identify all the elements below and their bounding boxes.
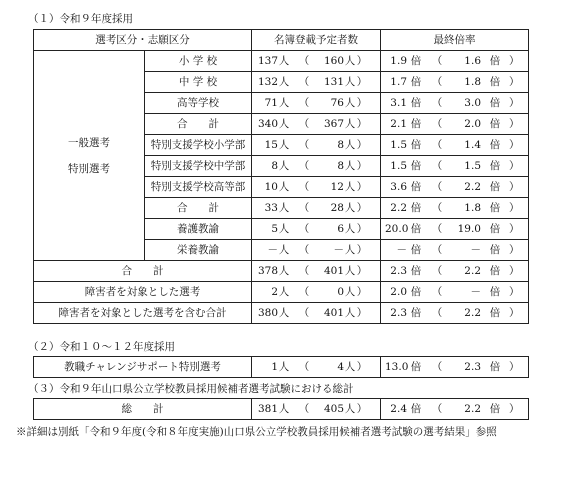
ratio-value: 13.0 bbox=[385, 361, 409, 373]
open-paren: （ bbox=[431, 76, 443, 88]
ratio-value: 1.9 bbox=[390, 55, 407, 67]
ratio-value: 1.7 bbox=[390, 76, 407, 88]
prev-ratio-value: － bbox=[470, 286, 481, 298]
ratio-unit: 倍 bbox=[410, 76, 422, 88]
prev-ratio-unit: 倍 bbox=[489, 118, 501, 130]
table-1-header-row bbox=[34, 30, 529, 51]
planned-unit: 人 bbox=[278, 160, 290, 172]
ratio-cell bbox=[381, 93, 529, 114]
prev-ratio-value: － bbox=[470, 244, 481, 256]
prev-ratio-unit: 倍 bbox=[489, 76, 501, 88]
open-paren: （ bbox=[431, 361, 443, 373]
open-paren: （ bbox=[298, 307, 310, 319]
planned-value: 380 bbox=[257, 307, 278, 319]
ratio-value: 3.1 bbox=[390, 97, 407, 109]
prev-planned-value: 131 bbox=[323, 76, 344, 88]
ratio-value: 1.5 bbox=[390, 139, 407, 151]
subcategory-label: 特別支援学校小学部 bbox=[145, 135, 252, 156]
planned-cell bbox=[252, 177, 381, 198]
prev-planned-value: 28 bbox=[330, 202, 344, 214]
planned-unit: 人 bbox=[278, 244, 290, 256]
prev-planned-unit: 人 bbox=[344, 403, 356, 415]
planned-unit: 人 bbox=[278, 139, 290, 151]
close-paren: ） bbox=[356, 307, 368, 319]
prev-planned-value: 76 bbox=[330, 97, 344, 109]
table-row bbox=[34, 261, 529, 282]
header-category: 選考区分・志願区分 bbox=[34, 30, 252, 51]
close-paren: ） bbox=[509, 403, 520, 415]
close-paren: ） bbox=[509, 244, 520, 256]
planned-cell bbox=[252, 219, 381, 240]
ratio-cell bbox=[381, 282, 529, 303]
table-row bbox=[34, 303, 529, 324]
prev-ratio-value: 2.2 bbox=[464, 307, 481, 319]
open-paren: （ bbox=[298, 202, 310, 214]
prev-planned-unit: 人 bbox=[344, 202, 356, 214]
open-paren: （ bbox=[298, 118, 310, 130]
prev-planned-value: － bbox=[333, 244, 344, 256]
planned-cell bbox=[252, 135, 381, 156]
close-paren: ） bbox=[509, 55, 520, 67]
ratio-unit: 倍 bbox=[410, 244, 422, 256]
prev-planned-unit: 人 bbox=[344, 55, 356, 67]
prev-planned-unit: 人 bbox=[344, 286, 356, 298]
prev-planned-unit: 人 bbox=[344, 160, 356, 172]
subcategory-label: 特別支援学校高等部 bbox=[145, 177, 252, 198]
planned-cell bbox=[252, 51, 381, 72]
ratio-cell bbox=[381, 357, 529, 378]
ratio-unit: 倍 bbox=[410, 202, 422, 214]
prev-planned-unit: 人 bbox=[344, 76, 356, 88]
close-paren: ） bbox=[509, 286, 520, 298]
open-paren: （ bbox=[298, 76, 310, 88]
planned-value: 340 bbox=[257, 118, 278, 130]
planned-cell bbox=[252, 114, 381, 135]
category-label: 障害者を対象とした選考を含む合計 bbox=[34, 303, 252, 324]
open-paren: （ bbox=[431, 55, 443, 67]
ratio-cell bbox=[381, 240, 529, 261]
planned-cell bbox=[252, 282, 381, 303]
footnote: ※詳細は別紙「令和９年度(令和８年度実施)山口県公立学校教員採用候補者選考試験の選考結果」参照 bbox=[16, 426, 497, 438]
ratio-unit: 倍 bbox=[410, 307, 422, 319]
subcategory-label: 栄養教諭 bbox=[145, 240, 252, 261]
ratio-value: 2.3 bbox=[390, 307, 407, 319]
subcategory-label: 中 学 校 bbox=[145, 72, 252, 93]
open-paren: （ bbox=[298, 403, 310, 415]
section-1-heading: （１）令和９年度採用 bbox=[28, 13, 133, 25]
prev-planned-value: 401 bbox=[323, 265, 344, 277]
close-paren: ） bbox=[509, 97, 520, 109]
category-label: 総 計 bbox=[34, 399, 252, 420]
prev-planned-value: 8 bbox=[337, 139, 344, 151]
close-paren: ） bbox=[509, 223, 520, 235]
open-paren: （ bbox=[298, 244, 310, 256]
table-row bbox=[34, 51, 529, 72]
ratio-unit: 倍 bbox=[410, 223, 422, 235]
close-paren: ） bbox=[509, 139, 520, 151]
prev-ratio-unit: 倍 bbox=[489, 139, 501, 151]
open-paren: （ bbox=[431, 181, 443, 193]
close-paren: ） bbox=[356, 286, 368, 298]
prev-ratio-unit: 倍 bbox=[489, 244, 501, 256]
ratio-value: 2.3 bbox=[390, 265, 407, 277]
close-paren: ） bbox=[356, 97, 368, 109]
planned-unit: 人 bbox=[278, 55, 290, 67]
planned-value: 15 bbox=[264, 139, 278, 151]
close-paren: ） bbox=[356, 361, 368, 373]
prev-ratio-unit: 倍 bbox=[489, 55, 501, 67]
table-row bbox=[34, 282, 529, 303]
close-paren: ） bbox=[509, 160, 520, 172]
close-paren: ） bbox=[509, 181, 520, 193]
planned-unit: 人 bbox=[278, 76, 290, 88]
ratio-cell bbox=[381, 303, 529, 324]
prev-planned-unit: 人 bbox=[344, 265, 356, 277]
ratio-unit: 倍 bbox=[410, 55, 422, 67]
prev-ratio-unit: 倍 bbox=[489, 307, 501, 319]
planned-unit: 人 bbox=[278, 202, 290, 214]
subcategory-label: 特別支援学校中学部 bbox=[145, 156, 252, 177]
prev-ratio-value: 2.0 bbox=[464, 118, 481, 130]
planned-cell bbox=[252, 240, 381, 261]
planned-value: 132 bbox=[257, 76, 278, 88]
prev-ratio-value: 1.8 bbox=[464, 202, 481, 214]
close-paren: ） bbox=[356, 181, 368, 193]
planned-value: － bbox=[267, 244, 278, 256]
close-paren: ） bbox=[356, 118, 368, 130]
close-paren: ） bbox=[509, 202, 520, 214]
ratio-cell bbox=[381, 399, 529, 420]
planned-value: 378 bbox=[257, 265, 278, 277]
prev-ratio-unit: 倍 bbox=[489, 223, 501, 235]
table-1-body bbox=[34, 51, 529, 324]
close-paren: ） bbox=[356, 76, 368, 88]
prev-ratio-value: 2.3 bbox=[464, 361, 481, 373]
prev-ratio-value: 3.0 bbox=[464, 97, 481, 109]
ratio-cell bbox=[381, 72, 529, 93]
prev-planned-value: 160 bbox=[323, 55, 344, 67]
close-paren: ） bbox=[356, 244, 368, 256]
close-paren: ） bbox=[356, 202, 368, 214]
close-paren: ） bbox=[356, 55, 368, 67]
prev-ratio-unit: 倍 bbox=[489, 265, 501, 277]
planned-value: 5 bbox=[271, 223, 278, 235]
open-paren: （ bbox=[298, 286, 310, 298]
table-row bbox=[34, 357, 529, 378]
open-paren: （ bbox=[431, 403, 443, 415]
prev-planned-unit: 人 bbox=[344, 97, 356, 109]
ratio-unit: 倍 bbox=[410, 160, 422, 172]
ratio-cell bbox=[381, 51, 529, 72]
prev-ratio-value: 1.6 bbox=[464, 55, 481, 67]
ratio-value: 2.2 bbox=[390, 202, 407, 214]
open-paren: （ bbox=[298, 160, 310, 172]
section-3-heading: （３）令和９年山口県公立学校教員採用候補者選考試験における総計 bbox=[28, 383, 354, 395]
planned-value: 8 bbox=[271, 160, 278, 172]
open-paren: （ bbox=[431, 118, 443, 130]
ratio-value: 2.0 bbox=[390, 286, 407, 298]
prev-planned-unit: 人 bbox=[344, 118, 356, 130]
close-paren: ） bbox=[356, 223, 368, 235]
table-3 bbox=[33, 398, 529, 420]
subcategory-label: 合 計 bbox=[145, 114, 252, 135]
ratio-value: 2.4 bbox=[390, 403, 407, 415]
ratio-unit: 倍 bbox=[410, 286, 422, 298]
open-paren: （ bbox=[431, 265, 443, 277]
planned-value: 137 bbox=[257, 55, 278, 67]
prev-ratio-unit: 倍 bbox=[489, 97, 501, 109]
category-label: 障害者を対象とした選考 bbox=[34, 282, 252, 303]
open-paren: （ bbox=[298, 55, 310, 67]
table-2 bbox=[33, 356, 529, 378]
prev-ratio-value: 2.2 bbox=[464, 265, 481, 277]
planned-cell bbox=[252, 198, 381, 219]
planned-cell bbox=[252, 399, 381, 420]
close-paren: ） bbox=[509, 307, 520, 319]
ratio-cell bbox=[381, 219, 529, 240]
planned-unit: 人 bbox=[278, 307, 290, 319]
prev-ratio-unit: 倍 bbox=[489, 202, 501, 214]
ratio-unit: 倍 bbox=[410, 181, 422, 193]
open-paren: （ bbox=[431, 160, 443, 172]
planned-cell bbox=[252, 156, 381, 177]
close-paren: ） bbox=[509, 265, 520, 277]
planned-cell bbox=[252, 357, 381, 378]
group-label-special: 特別選考 bbox=[68, 162, 110, 175]
prev-planned-unit: 人 bbox=[344, 139, 356, 151]
ratio-unit: 倍 bbox=[410, 403, 422, 415]
ratio-value: 20.0 bbox=[385, 223, 409, 235]
planned-unit: 人 bbox=[278, 223, 290, 235]
header-planned: 名簿登載予定者数 bbox=[252, 30, 381, 51]
prev-ratio-unit: 倍 bbox=[489, 160, 501, 172]
planned-cell bbox=[252, 93, 381, 114]
planned-unit: 人 bbox=[278, 403, 290, 415]
prev-planned-unit: 人 bbox=[344, 361, 356, 373]
planned-unit: 人 bbox=[278, 97, 290, 109]
table-1 bbox=[33, 29, 529, 324]
ratio-value: 3.6 bbox=[390, 181, 407, 193]
close-paren: ） bbox=[356, 160, 368, 172]
group-label-general: 一般選考 bbox=[68, 136, 110, 149]
planned-value: 71 bbox=[264, 97, 278, 109]
planned-unit: 人 bbox=[278, 265, 290, 277]
header-ratio: 最終倍率 bbox=[381, 30, 529, 51]
ratio-value: 1.5 bbox=[390, 160, 407, 172]
prev-planned-value: 4 bbox=[337, 361, 344, 373]
ratio-unit: 倍 bbox=[410, 139, 422, 151]
close-paren: ） bbox=[509, 76, 520, 88]
category-label: 教職チャレンジサポート特別選考 bbox=[34, 357, 252, 378]
planned-value: 381 bbox=[257, 403, 278, 415]
prev-ratio-unit: 倍 bbox=[489, 403, 501, 415]
prev-planned-unit: 人 bbox=[344, 223, 356, 235]
open-paren: （ bbox=[298, 223, 310, 235]
close-paren: ） bbox=[356, 403, 368, 415]
open-paren: （ bbox=[431, 97, 443, 109]
ratio-unit: 倍 bbox=[410, 97, 422, 109]
prev-planned-value: 401 bbox=[323, 307, 344, 319]
close-paren: ） bbox=[509, 361, 520, 373]
open-paren: （ bbox=[431, 286, 443, 298]
open-paren: （ bbox=[298, 97, 310, 109]
planned-unit: 人 bbox=[278, 286, 290, 298]
open-paren: （ bbox=[431, 223, 443, 235]
open-paren: （ bbox=[431, 202, 443, 214]
planned-cell bbox=[252, 261, 381, 282]
subcategory-label: 養護教諭 bbox=[145, 219, 252, 240]
ratio-unit: 倍 bbox=[410, 265, 422, 277]
ratio-unit: 倍 bbox=[410, 118, 422, 130]
open-paren: （ bbox=[431, 244, 443, 256]
prev-planned-value: 367 bbox=[323, 118, 344, 130]
ratio-value: 2.1 bbox=[390, 118, 407, 130]
ratio-cell bbox=[381, 156, 529, 177]
prev-planned-value: 8 bbox=[337, 160, 344, 172]
prev-ratio-value: 1.4 bbox=[464, 139, 481, 151]
prev-ratio-value: 19.0 bbox=[457, 223, 481, 235]
planned-unit: 人 bbox=[278, 361, 290, 373]
planned-value: 2 bbox=[271, 286, 278, 298]
ratio-unit: 倍 bbox=[410, 361, 422, 373]
prev-planned-unit: 人 bbox=[344, 181, 356, 193]
prev-ratio-unit: 倍 bbox=[489, 361, 501, 373]
prev-ratio-value: 2.2 bbox=[464, 181, 481, 193]
close-paren: ） bbox=[356, 265, 368, 277]
section-2-heading: （２）令和１０～１２年度採用 bbox=[28, 341, 175, 353]
ratio-cell bbox=[381, 261, 529, 282]
prev-planned-value: 6 bbox=[337, 223, 344, 235]
prev-planned-value: 12 bbox=[330, 181, 344, 193]
ratio-cell bbox=[381, 114, 529, 135]
planned-unit: 人 bbox=[278, 118, 290, 130]
subcategory-label: 合 計 bbox=[145, 198, 252, 219]
subcategory-label: 小 学 校 bbox=[145, 51, 252, 72]
open-paren: （ bbox=[431, 307, 443, 319]
table-2-body bbox=[34, 357, 529, 378]
close-paren: ） bbox=[356, 139, 368, 151]
planned-unit: 人 bbox=[278, 181, 290, 193]
planned-value: 33 bbox=[264, 202, 278, 214]
planned-cell bbox=[252, 72, 381, 93]
prev-planned-unit: 人 bbox=[344, 307, 356, 319]
table-3-body bbox=[34, 399, 529, 420]
planned-value: 1 bbox=[271, 361, 278, 373]
prev-ratio-value: 2.2 bbox=[464, 403, 481, 415]
close-paren: ） bbox=[509, 118, 520, 130]
prev-planned-value: 405 bbox=[323, 403, 344, 415]
open-paren: （ bbox=[298, 181, 310, 193]
category-label: 合 計 bbox=[34, 261, 252, 282]
open-paren: （ bbox=[298, 361, 310, 373]
subcategory-label: 高等学校 bbox=[145, 93, 252, 114]
open-paren: （ bbox=[431, 139, 443, 151]
prev-ratio-unit: 倍 bbox=[489, 181, 501, 193]
ratio-value: － bbox=[396, 244, 407, 256]
ratio-cell bbox=[381, 198, 529, 219]
prev-ratio-value: 1.8 bbox=[464, 76, 481, 88]
open-paren: （ bbox=[298, 265, 310, 277]
prev-planned-value: 0 bbox=[337, 286, 344, 298]
prev-ratio-value: 1.5 bbox=[464, 160, 481, 172]
table-row bbox=[34, 399, 529, 420]
planned-value: 10 bbox=[264, 181, 278, 193]
ratio-cell bbox=[381, 135, 529, 156]
ratio-cell bbox=[381, 177, 529, 198]
prev-planned-unit: 人 bbox=[344, 244, 356, 256]
planned-cell bbox=[252, 303, 381, 324]
prev-ratio-unit: 倍 bbox=[489, 286, 501, 298]
group-label-cell bbox=[34, 51, 145, 261]
open-paren: （ bbox=[298, 139, 310, 151]
